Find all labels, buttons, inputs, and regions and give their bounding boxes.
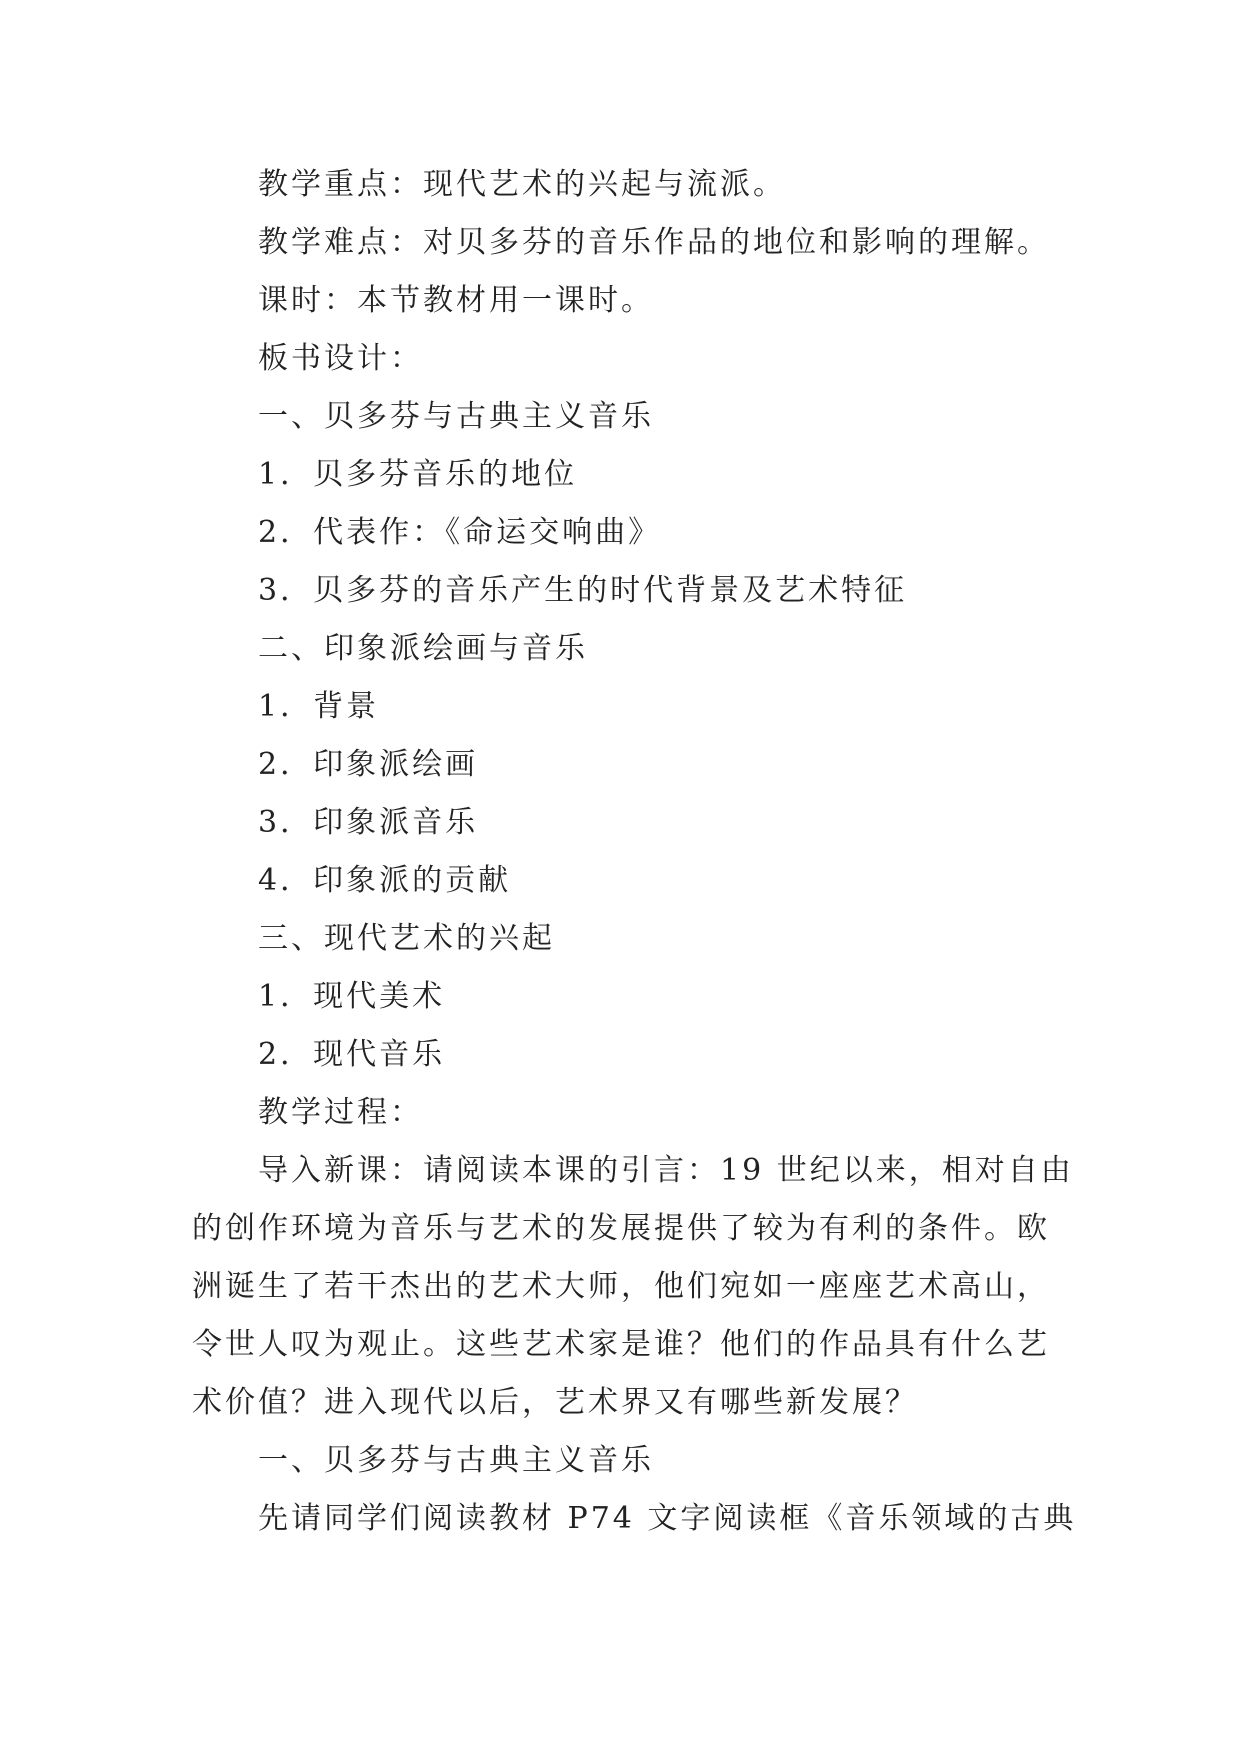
intro-paragraph-line-3: 洲诞生了若干杰出的艺术大师，他们宛如一座座艺术高山，: [192, 1269, 1050, 1304]
teaching-focus-line: 教学重点：现代艺术的兴起与流派。: [258, 167, 786, 202]
section-1-item-1: 1．贝多芬音乐的地位: [258, 457, 578, 492]
reading-instruction-line: 先请同学们阅读教材 P74 文字阅读框《音乐领域的古典: [258, 1501, 1077, 1536]
section-1-item-2: 2．代表作：《命运交响曲》: [258, 515, 662, 550]
section-2-heading: 二、印象派绘画与音乐: [258, 631, 588, 666]
section-1-heading: 一、贝多芬与古典主义音乐: [258, 399, 654, 434]
intro-paragraph-line-4: 令世人叹为观止。这些艺术家是谁？他们的作品具有什么艺: [192, 1327, 1050, 1362]
section-2-item-3: 3．印象派音乐: [258, 805, 479, 840]
section-2-item-4: 4．印象派的贡献: [258, 863, 512, 898]
section-2-item-2: 2．印象派绘画: [258, 747, 479, 782]
section-3-item-1: 1．现代美术: [258, 979, 446, 1014]
teaching-difficulty-line: 教学难点：对贝多芬的音乐作品的地位和影响的理解。: [258, 225, 1050, 260]
section-1-item-3: 3．贝多芬的音乐产生的时代背景及艺术特征: [258, 573, 908, 608]
section-3-heading: 三、现代艺术的兴起: [258, 921, 555, 956]
teaching-process-heading: 教学过程：: [258, 1095, 423, 1130]
intro-paragraph-line-2: 的创作环境为音乐与艺术的发展提供了较为有利的条件。欧: [192, 1211, 1050, 1246]
intro-paragraph-line-1: 导入新课：请阅读本课的引言：19 世纪以来，相对自由: [258, 1153, 1074, 1188]
section-2-item-1: 1．背景: [258, 689, 380, 724]
section-3-item-2: 2．现代音乐: [258, 1037, 446, 1072]
process-section-1-heading: 一、贝多芬与古典主义音乐: [258, 1443, 654, 1478]
class-hours-line: 课时：本节教材用一课时。: [258, 283, 654, 318]
board-design-heading: 板书设计：: [258, 341, 423, 376]
intro-paragraph-line-5: 术价值？进入现代以后，艺术界又有哪些新发展？: [192, 1385, 918, 1420]
